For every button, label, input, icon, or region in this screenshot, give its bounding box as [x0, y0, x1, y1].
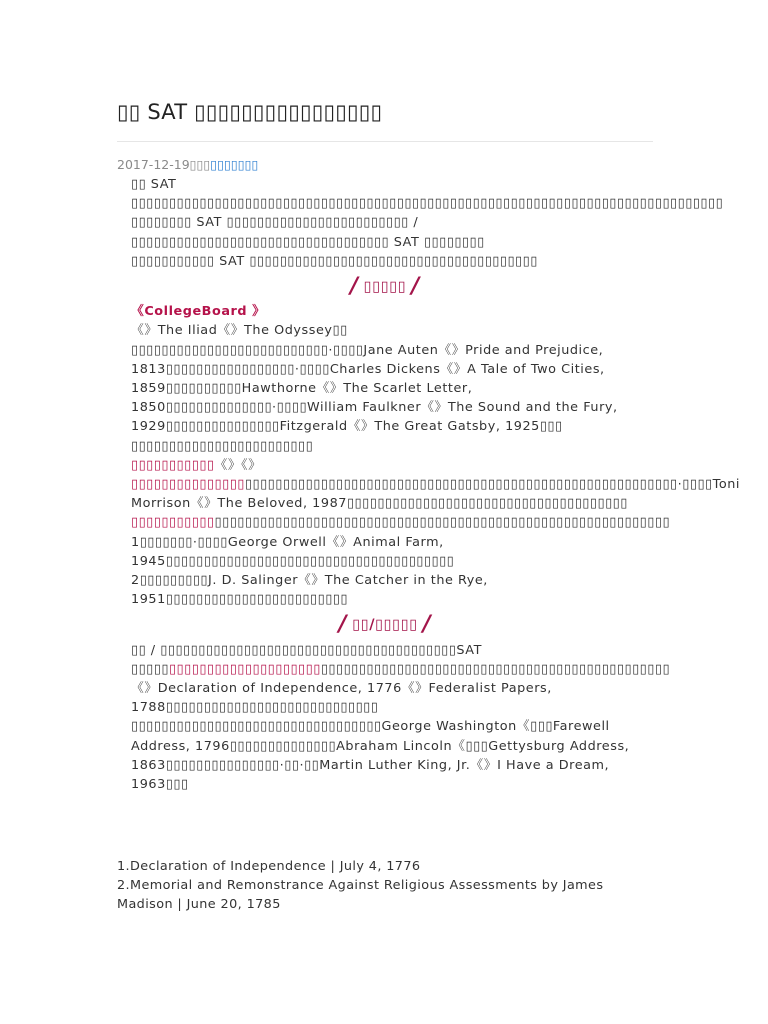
- highlight-text: ▯▯▯▯▯▯▯▯▯▯▯: [131, 457, 215, 473]
- article-title: ▯▯ SAT ▯▯▯▯▯▯▯▯▯▯▯▯▯▯▯▯: [117, 100, 383, 124]
- list-item: 1▯▯▯▯▯▯▯·▯▯▯▯George Orwell《》Animal Farm, 1945▯▯▯▯▯▯▯▯▯▯▯▯▯▯▯▯▯▯▯▯▯▯▯▯▯▯▯▯▯▯▯▯▯▯▯▯▯▯: [131, 534, 455, 569]
- section-heading-history: [131, 612, 639, 638]
- intro-paragraph: ▯▯ SAT ▯▯▯▯▯▯▯▯▯▯▯▯▯▯▯▯▯▯▯▯▯▯▯▯▯▯▯▯▯▯▯▯▯▯▯▯▯▯▯▯▯▯▯▯▯▯▯▯▯▯▯▯▯▯▯▯▯▯▯▯▯▯▯▯▯▯▯▯▯▯▯▯▯▯▯▯▯▯: [131, 177, 724, 212]
- article-meta: [117, 157, 258, 172]
- document-list-item: 1.Declaration of Independence | July 4, 1776: [117, 859, 421, 874]
- body-line: [131, 456, 639, 475]
- heading-text: ▯▯▯▯▯: [363, 279, 407, 296]
- heading-slash: /: [411, 274, 420, 300]
- intro-paragraph: ▯▯▯▯▯▯▯▯ SAT ▯▯▯▯▯▯▯▯▯▯▯▯▯▯▯▯▯▯▯▯▯▯▯▯ / ▯▯▯▯▯▯▯▯▯▯▯▯▯▯▯▯▯▯▯▯▯▯▯▯▯▯▯▯▯▯▯▯▯▯ SAT ▯▯▯▯▯▯▯▯: [131, 215, 485, 250]
- source-link[interactable]: ▯▯▯▯▯▯▯: [210, 157, 259, 172]
- body-line: ▯▯▯▯▯▯▯▯▯▯▯▯▯▯▯▯▯▯▯▯▯▯▯▯▯▯·▯▯▯▯Jane Auten《》Pride and Prejudice, 1813▯▯▯▯▯▯▯▯▯▯▯▯▯▯▯▯▯·▯▯▯▯Charles Dickens《》A Tale of Two Cities, 1859▯▯▯▯▯▯▯▯▯▯Hawthorne《》The Scarlet Letter, 1850▯▯▯▯▯▯▯▯▯▯▯▯▯▯·▯▯▯▯William Faulkner《》The Sound and the Fury, 1929▯▯▯▯▯▯▯▯▯▯▯▯▯▯▯Fitzgerald《》The Great Gatsby, 1925▯▯▯: [131, 342, 618, 435]
- body-line: 《》Declaration of Independence, 1776《》Federalist Papers, 1788▯▯▯▯▯▯▯▯▯▯▯▯▯▯▯▯▯▯▯▯▯▯▯▯▯▯▯▯: [131, 681, 552, 716]
- document-list: [117, 857, 637, 915]
- heading-slash: /: [422, 612, 432, 638]
- body-text: ▯▯ / ▯▯▯▯▯▯▯▯▯▯▯▯▯▯▯▯▯▯▯▯▯▯▯▯▯▯▯▯▯▯▯▯▯▯▯▯▯▯▯SAT ▯▯▯▯▯: [131, 642, 482, 677]
- highlight-text: ▯▯▯▯▯▯▯▯▯▯▯: [131, 515, 215, 531]
- document-list-item: 2.Memorial and Remonstrance Against Religious Assessments by James Madison | June 20, 1785: [117, 878, 604, 913]
- body-text: 《》《》: [214, 457, 262, 473]
- body-text: ▯▯▯▯▯▯▯▯▯▯▯▯▯▯▯▯▯▯▯▯▯▯▯▯▯▯▯▯▯▯▯▯▯▯▯▯▯▯▯▯▯▯▯▯▯▯: [320, 661, 671, 677]
- heading-slash: /: [350, 274, 359, 300]
- body-line: ▯▯▯▯▯▯▯▯▯▯▯▯▯▯▯▯▯▯▯▯▯▯▯▯▯▯▯▯▯▯▯▯▯George Washington《▯▯▯Farewell Address, 1796▯▯▯▯▯▯▯▯▯▯▯▯▯▯Abraham Lincoln《▯▯▯Gettysburg Address, 1863▯▯▯▯▯▯▯▯▯▯▯▯▯▯▯·▯▯·▯▯Martin Luther King, Jr.《》I Have a Dream, 1963▯▯▯: [131, 719, 630, 793]
- body-line: 《》The Iliad《》The Odyssey▯▯: [131, 323, 348, 339]
- body-text: ▯▯▯▯▯▯▯▯▯▯▯▯▯▯▯▯▯▯▯▯▯▯▯▯▯▯▯▯▯▯▯▯▯▯▯▯▯▯▯▯▯▯▯▯▯▯▯▯▯▯▯▯▯▯▯▯▯·▯▯▯▯Toni Morrison《》The Beloved, 1987▯▯▯▯▯▯▯▯▯▯▯▯▯▯▯▯▯▯▯▯▯▯▯▯▯▯▯▯▯▯▯▯▯▯▯▯▯: [131, 477, 740, 512]
- collegeboard-subheading: 《CollegeBoard 》: [131, 304, 266, 320]
- list-item: 2▯▯▯▯▯▯▯▯▯J. D. Salinger《》The Catcher in the Rye, 1951▯▯▯▯▯▯▯▯▯▯▯▯▯▯▯▯▯▯▯▯▯▯▯▯: [131, 573, 488, 608]
- section-heading-literature: [131, 274, 639, 300]
- publish-date: 2017-12-19▯▯▯: [117, 157, 211, 172]
- highlight-text: ▯▯▯▯▯▯▯▯▯▯▯▯▯▯▯▯▯▯▯▯: [168, 661, 321, 677]
- body-line: [131, 475, 740, 513]
- body-line: ▯▯▯▯▯▯▯▯▯▯▯▯▯▯▯▯▯▯▯▯▯▯▯▯: [131, 438, 314, 454]
- highlight-text: ▯▯▯▯▯▯▯▯▯▯▯▯▯▯▯: [131, 477, 245, 493]
- heading-slash: /: [338, 612, 348, 638]
- heading-text: ▯▯/▯▯▯▯▯: [352, 617, 418, 634]
- body-text: ▯▯▯▯▯▯▯▯▯▯▯▯▯▯▯▯▯▯▯▯▯▯▯▯▯▯▯▯▯▯▯▯▯▯▯▯▯▯▯▯▯▯▯▯▯▯▯▯▯▯▯▯▯▯▯▯▯▯▯▯: [214, 515, 671, 531]
- article-body: [131, 175, 740, 794]
- body-line: [131, 641, 671, 679]
- intro-paragraph: ▯▯▯▯▯▯▯▯▯▯▯ SAT ▯▯▯▯▯▯▯▯▯▯▯▯▯▯▯▯▯▯▯▯▯▯▯▯▯▯▯▯▯▯▯▯▯▯▯▯▯▯: [131, 253, 538, 269]
- title-divider: [117, 141, 653, 142]
- body-line: [131, 513, 671, 532]
